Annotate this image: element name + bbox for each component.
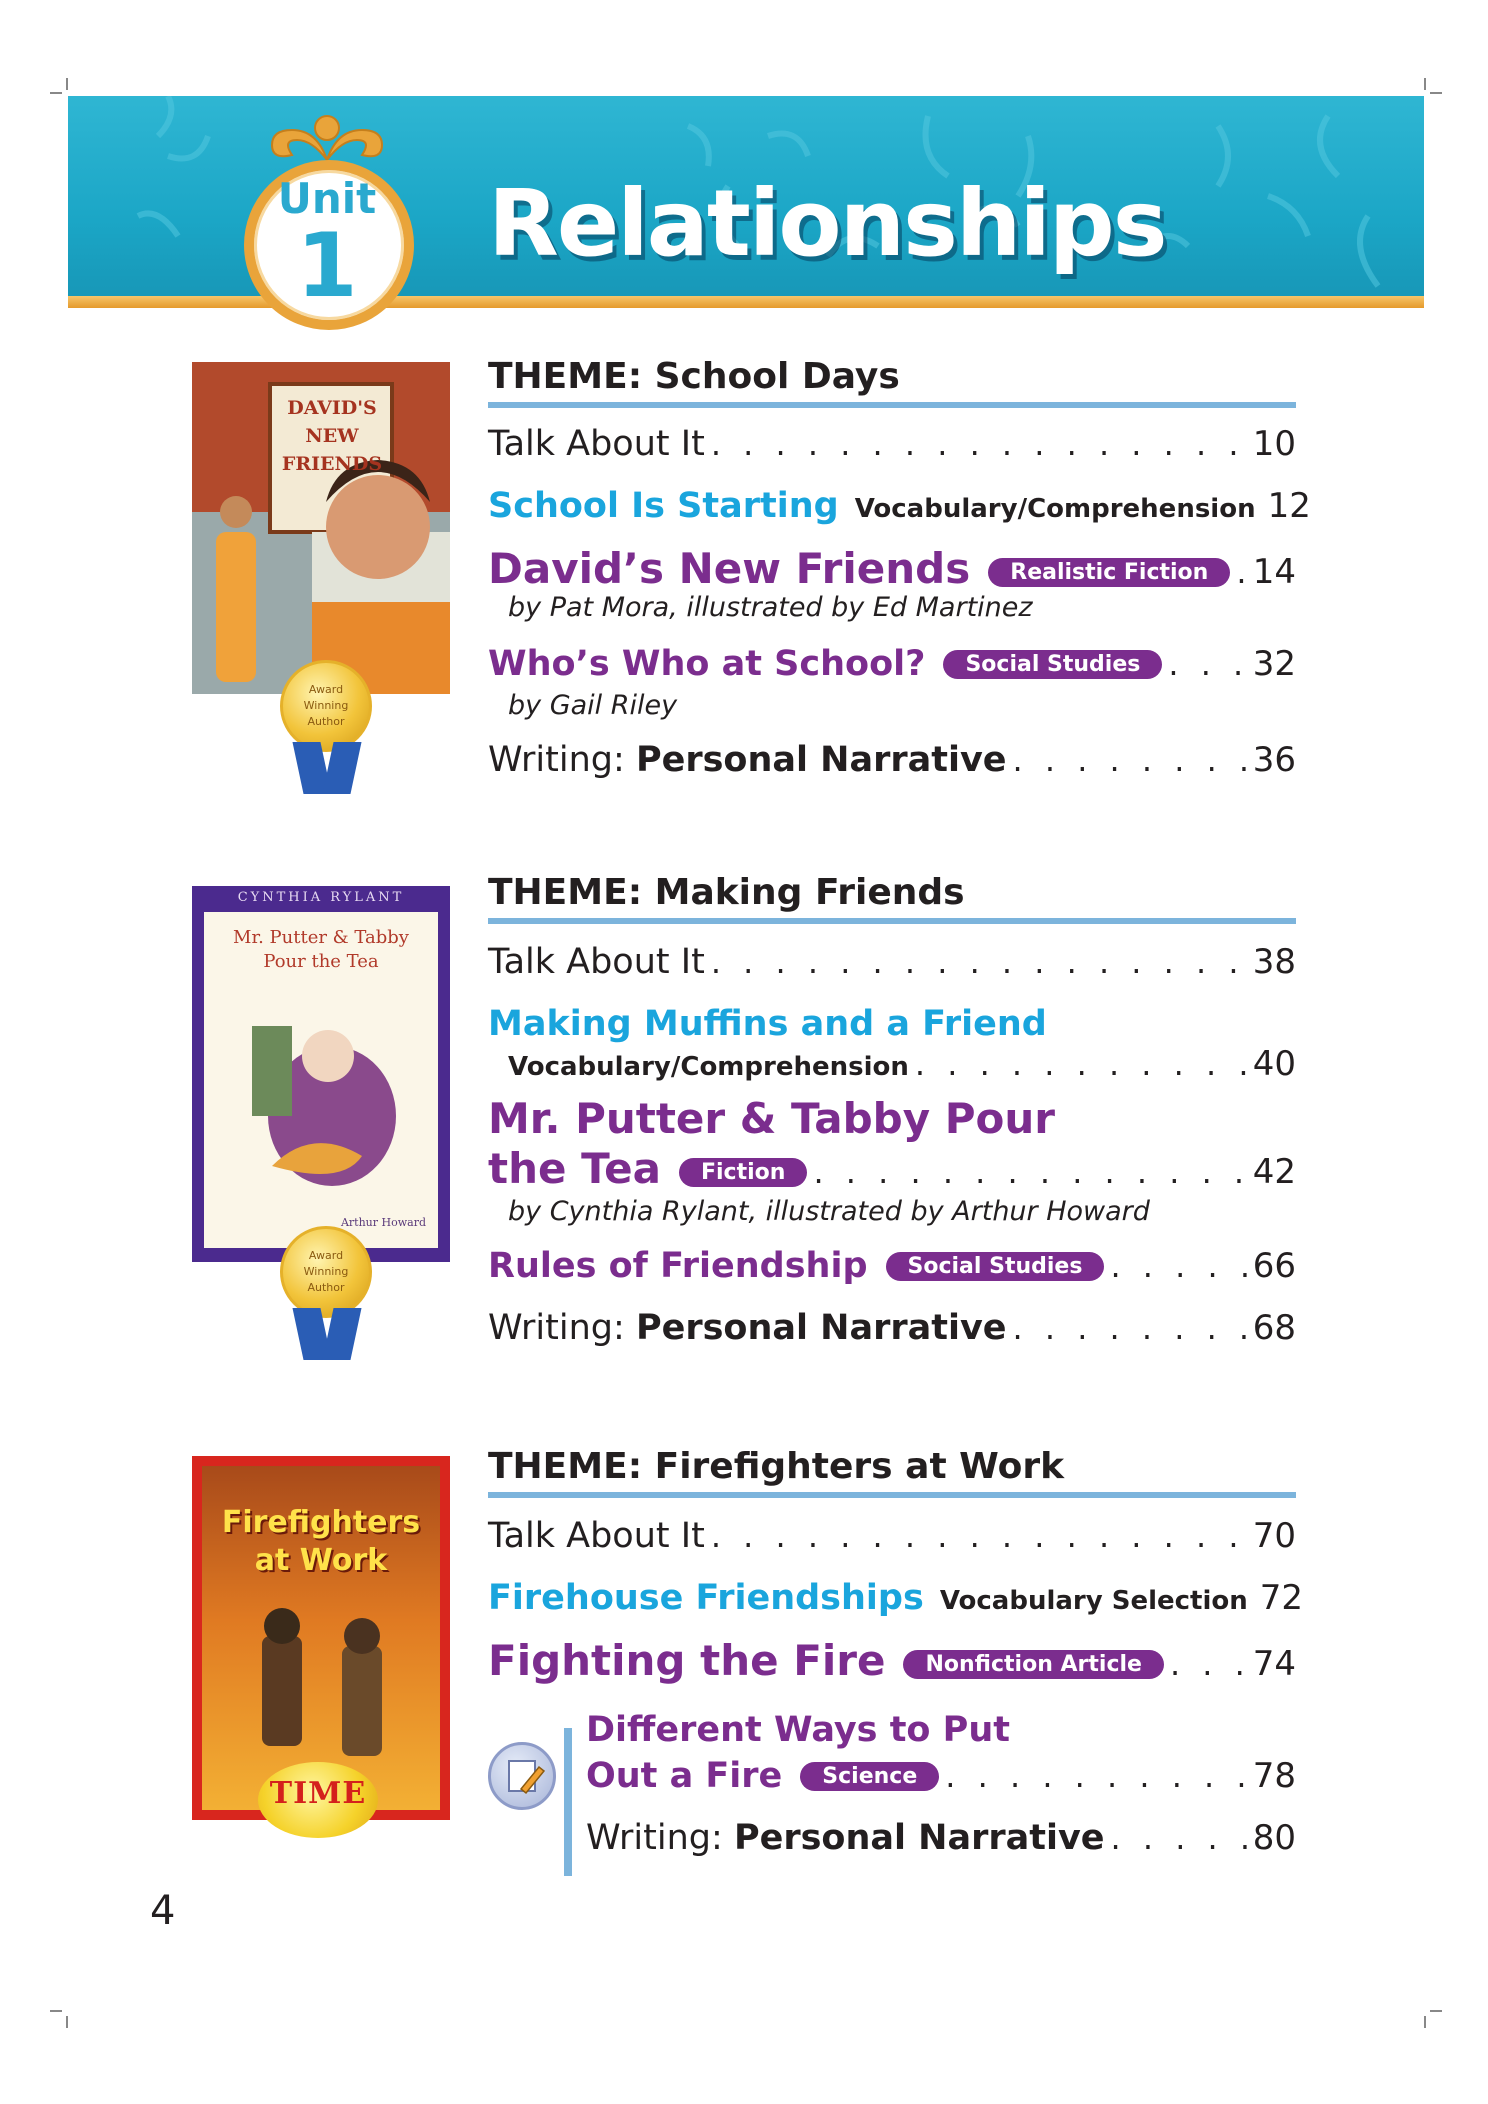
crop-mark — [1430, 92, 1442, 94]
leader-dots — [1236, 553, 1246, 591]
theme-heading: THEME: Firefighters at Work — [488, 1446, 1065, 1487]
book-cover-davids-new-friends — [192, 362, 450, 694]
crop-mark — [66, 2016, 68, 2028]
toc-row-talk[interactable] — [488, 1516, 1296, 1556]
medal-text: Award Winning Author — [303, 683, 349, 728]
toc-row-extra-line1[interactable] — [586, 1710, 1296, 1750]
page-ref: 80 — [1252, 1818, 1296, 1858]
page-ref: 72 — [1259, 1578, 1304, 1618]
page-number: 4 — [150, 1888, 176, 1934]
page-ref: 74 — [1252, 1644, 1296, 1684]
toc-row-main-line1[interactable] — [488, 1094, 1296, 1143]
selection-title: the Tea — [488, 1144, 661, 1193]
toc-label: Talk About It — [488, 424, 705, 464]
crop-mark — [1424, 2016, 1426, 2028]
leader-dots — [1168, 645, 1246, 683]
selection-subtitle: Vocabulary/Comprehension — [854, 494, 1256, 524]
selection-subtitle: Vocabulary/Comprehension — [508, 1052, 909, 1082]
time-for-kids-logo: TIME — [258, 1762, 378, 1838]
page-ref: 66 — [1252, 1246, 1296, 1286]
genre-badge: Social Studies — [943, 650, 1162, 679]
selection-title: School Is Starting — [488, 486, 839, 526]
crop-mark — [1430, 2010, 1442, 2012]
page-ref: 14 — [1252, 552, 1296, 592]
test-prep-icon — [488, 1742, 556, 1810]
unit-title: Relationships — [488, 170, 1166, 277]
leader-dots — [1013, 1309, 1247, 1347]
theme-rule — [488, 402, 1296, 408]
page-ref: 42 — [1252, 1152, 1296, 1192]
book-cover-mr-putter — [192, 886, 450, 1262]
selection-title: Firehouse Friendships — [488, 1578, 924, 1618]
toc-row-vocab[interactable] — [488, 1578, 1304, 1618]
byline: by Cynthia Rylant, illustrated by Arthur Howard — [508, 1196, 1150, 1227]
selection-title: Fighting the Fire — [488, 1636, 886, 1685]
test-prep-bar — [564, 1728, 572, 1876]
genre-badge: Nonfiction Article — [903, 1650, 1163, 1679]
selection-subtitle: Vocabulary Selection — [939, 1586, 1248, 1616]
selection-title: Rules of Friendship — [488, 1246, 868, 1286]
toc-row-writing[interactable] — [488, 740, 1296, 780]
cover-title: Mr. Putter & Tabby Pour the Tea — [233, 927, 409, 972]
toc-row-main[interactable] — [488, 1636, 1296, 1685]
genre-badge: Realistic Fiction — [988, 558, 1230, 587]
award-medal — [276, 1226, 376, 1366]
page-ref: 12 — [1267, 486, 1311, 526]
medal-text: Award Winning Author — [303, 1249, 349, 1294]
cover-illustration — [232, 996, 412, 1196]
pencil-icon — [491, 1745, 553, 1807]
byline: by Gail Riley — [508, 690, 678, 721]
leader-dots — [945, 1757, 1246, 1795]
toc-row-main[interactable] — [488, 544, 1296, 593]
selection-title: David’s New Friends — [488, 544, 971, 593]
unit-number: 1 — [296, 214, 358, 317]
genre-badge: Social Studies — [886, 1252, 1105, 1281]
leader-dots — [711, 1517, 1247, 1555]
page-ref: 40 — [1252, 1044, 1296, 1084]
toc-row-vocab-title[interactable] — [488, 1004, 1296, 1044]
toc-label: Writing: Personal Narrative — [586, 1818, 1105, 1858]
page-ref: 38 — [1252, 942, 1296, 982]
leader-dots — [1111, 1819, 1247, 1857]
toc-row-vocab[interactable] — [488, 486, 1311, 526]
crop-mark — [66, 78, 68, 90]
unit-badge — [232, 110, 422, 345]
toc-row-extra[interactable] — [488, 1246, 1296, 1286]
genre-badge: Fiction — [679, 1158, 807, 1187]
theme-rule — [488, 918, 1296, 924]
crop-mark — [50, 92, 62, 94]
toc-label: Writing: Personal Narrative — [488, 1308, 1007, 1348]
page-ref: 70 — [1252, 1516, 1296, 1556]
toc-row-extra[interactable] — [488, 644, 1296, 684]
leader-dots — [813, 1153, 1246, 1191]
award-medal — [276, 660, 376, 800]
cover-illustrator: Arthur Howard — [340, 1216, 426, 1229]
leader-dots — [1013, 741, 1247, 779]
selection-title: Out a Fire — [586, 1756, 783, 1796]
theme-rule — [488, 1492, 1296, 1498]
unit-label: Unit — [277, 174, 377, 223]
toc-label: Talk About It — [488, 942, 705, 982]
toc-row-extra-line2[interactable] — [586, 1756, 1296, 1796]
toc-row-talk[interactable] — [488, 424, 1296, 464]
page-ref: 68 — [1252, 1308, 1296, 1348]
genre-badge: Science — [800, 1762, 939, 1791]
selection-title: Making Muffins and a Friend — [488, 1004, 1047, 1044]
selection-title: Who’s Who at School? — [488, 644, 926, 684]
theme-heading: THEME: School Days — [488, 356, 900, 397]
selection-title: Different Ways to Put — [586, 1710, 1010, 1750]
crop-mark — [50, 2010, 62, 2012]
leader-dots — [1110, 1247, 1246, 1285]
cover-title: DAVID'S NEW FRIENDS — [281, 397, 383, 475]
selection-title: Mr. Putter & Tabby Pour — [488, 1094, 1055, 1143]
theme-heading: THEME: Making Friends — [488, 872, 965, 913]
page-ref: 78 — [1252, 1756, 1296, 1796]
toc-row-talk[interactable] — [488, 942, 1296, 982]
crop-mark — [1424, 78, 1426, 90]
cover-title: Firefighters at Work — [221, 1505, 421, 1578]
leader-dots — [711, 943, 1247, 981]
page-ref: 32 — [1252, 644, 1296, 684]
leader-dots — [711, 425, 1247, 463]
toc-row-writing[interactable] — [586, 1818, 1296, 1858]
toc-row-vocab-sub[interactable] — [508, 1044, 1296, 1084]
toc-label: Writing: Personal Narrative — [488, 740, 1007, 780]
toc-label: Talk About It — [488, 1516, 705, 1556]
page-ref: 10 — [1252, 424, 1296, 464]
toc-row-main-line2[interactable] — [488, 1144, 1296, 1193]
leader-dots — [915, 1045, 1247, 1083]
leader-dots — [1170, 1645, 1247, 1683]
byline: by Pat Mora, illustrated by Ed Martinez — [508, 592, 1033, 623]
toc-row-writing[interactable] — [488, 1308, 1296, 1348]
cover-author: CYNTHIA RYLANT — [237, 890, 405, 905]
page-ref: 36 — [1252, 740, 1296, 780]
